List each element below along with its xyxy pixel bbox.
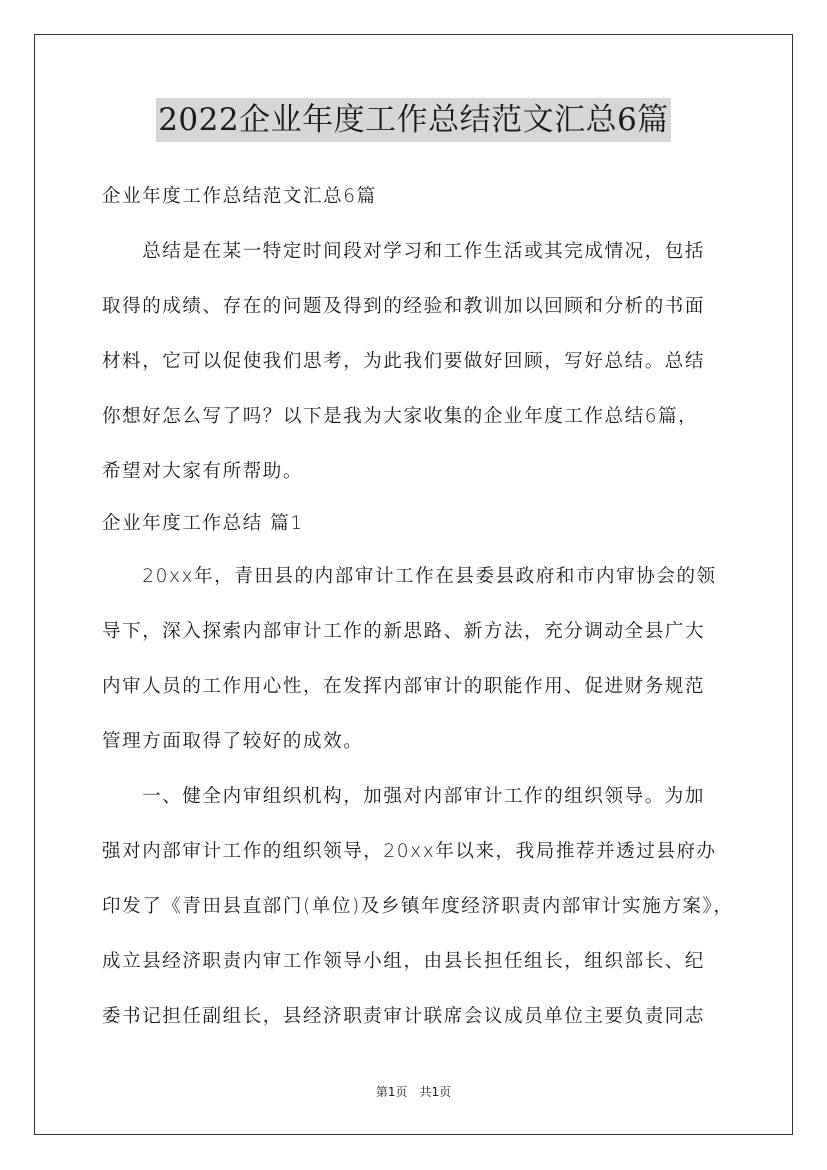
subtitle-line: 企业年度工作总结范文汇总6篇 — [102, 186, 377, 207]
text-line: 强对内部审计工作的组织领导，20xx年以来，我局推荐并透过县府办 — [102, 841, 717, 862]
text-line: 总结是在某一特定时间段对学习和工作生活或其完成情况，包括 — [102, 241, 706, 262]
title-container — [0, 98, 827, 142]
text-line: 导下，深入探索内部审计工作的新思路、新方法，充分调动全县广大 — [102, 621, 706, 642]
text-line: 一、健全内审组织机构，加强对内部审计工作的组织领导。为加 — [102, 786, 706, 807]
text-line: 管理方面取得了较好的成效。 — [102, 731, 364, 752]
text-line: 你想好怎么写了吗？以下是我为大家收集的企业年度工作总结6篇， — [102, 406, 699, 427]
page-footer: 第1页 共1页 — [375, 1085, 452, 1099]
text-line: 内审人员的工作用心性，在发挥内部审计的职能作用、促进财务规范 — [102, 676, 706, 697]
text-line: 20xx年，青田县的内部审计工作在县委县政府和市内审协会的领 — [102, 566, 717, 587]
text-line: 材料，它可以促使我们思考，为此我们要做好回顾，写好总结。总结 — [102, 351, 706, 372]
text-line: 委书记担任副组长，县经济职责审计联席会议成员单位主要负责同志 — [102, 1006, 706, 1027]
section-heading: 企业年度工作总结 篇1 — [102, 513, 304, 534]
document-title: 2022企业年度工作总结范文汇总6篇 — [156, 98, 671, 142]
text-line: 印发了《青田县直部门(单位)及乡镇年度经济职责内部审计实施方案》， — [102, 896, 734, 917]
text-line: 成立县经济职责内审工作领导小组，由县长担任组长，组织部长、纪 — [102, 951, 706, 972]
text-line: 希望对大家有所帮助。 — [102, 461, 304, 482]
text-line: 取得的成绩、存在的问题及得到的经验和教训加以回顾和分析的书面 — [102, 296, 706, 317]
